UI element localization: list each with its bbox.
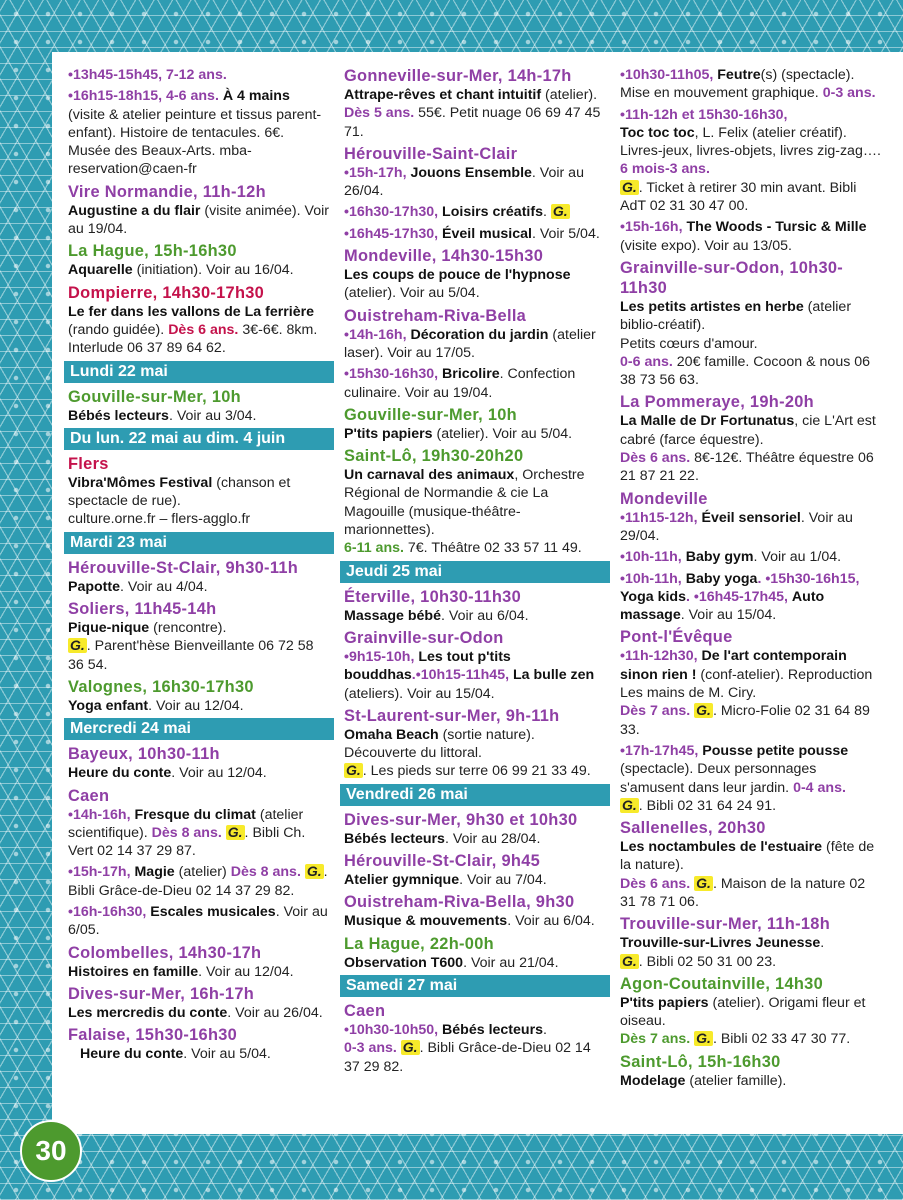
free-g-icon: G. [696, 702, 711, 719]
event-mondeville-2: Mondeville •11h15-12h, Éveil sensoriel. Voir au 29/04. •10h-11h, Baby gym. Voir au 1/04. •10h-11h, Baby yoga. •15h30-16h15, Yoga kids. •16h45-17h45, Auto massage. Voir au 15/04. [620, 489, 860, 624]
free-g-icon: G. [696, 874, 711, 891]
event-caen-samedi: Caen •10h30-10h50, Bébés lecteurs. 0-3 ans. G. . Bibli Grâce-de-Dieu 02 14 37 29 82. [344, 1001, 591, 1075]
event-saint-lo: Saint-Lô, 19h30-20h20 Un carnaval des animaux, Orchestre Régional de Normandie & cie La Magouille (musique-théâtre-marionnettes). 6-11 ans. 7€. Théâtre 02 33 57 11 49. [344, 447, 585, 557]
event-la-hague-2: La Hague, 22h-00h Observation T600. Voir au 21/04. [344, 934, 559, 971]
free-g-icon: G. [346, 762, 361, 779]
event-toc-toc-toc: •11h-12h et 15h30-16h30, Toc toc toc, L. Felix (atelier créatif). Livres-jeux, livres-objets, livres zig-zag…. 6 mois-3 ans. G. . Ticket à retirer 30 min avant. Bibli AdT 02 31 30 47 00. [620, 106, 881, 215]
event-ouistreham: Ouistreham-Riva-Bella •14h-16h, Décoration du jardin (atelier laser). Voir au 17/05. •15h30-16h30, Bricolire. Confection culinaire. Voir au 19/04. [344, 306, 596, 401]
event-herouville-saint-clair: Hérouville-Saint-Clair •15h-17h, Jouons Ensemble. Voir au 26/04. •16h30-17h30, Loisirs créatifs. G. •16h45-17h30, Éveil musical. Voir 5/04. [344, 144, 600, 242]
event-st-laurent: St-Laurent-sur-Mer, 9h-11h Omaha Beach (sortie nature). Découverte du littoral. G. . Les pieds sur terre 06 99 21 33 49. [344, 706, 591, 780]
event-grainville-2: Grainville-sur-Odon, 10h30-11h30 Les petits artistes en herbe (atelier biblio-créatif). Petits cœurs d'amour. 0-6 ans. 20€ famille. Cocoon & nous 06 38 73 56 63. [620, 258, 871, 389]
event-soliers: Soliers, 11h45-14h Pique-nique (rencontre). G. . Parent'hèse Bienveillante 06 72 58 36 54. [68, 600, 314, 673]
day-header-jeudi: Jeudi 25 mai [340, 561, 610, 583]
page-number-badge: 30 [20, 1120, 82, 1182]
day-header-mercredi: Mercredi 24 mai [64, 718, 334, 740]
event-colombelles: Colombelles, 14h30-17h Histoires en famille. Voir au 12/04. [68, 943, 294, 980]
free-g-icon: G. [70, 637, 85, 654]
event-bayeux: Bayeux, 10h30-11h Heure du conte. Voir au 12/04. [68, 745, 267, 782]
free-g-icon: G. [622, 796, 637, 813]
free-g-icon: G. [696, 1030, 711, 1047]
free-g-icon: G. [306, 863, 322, 880]
day-header-vendredi: Vendredi 26 mai [340, 784, 610, 806]
event-gouville: Gouville-sur-Mer, 10h Bébés lecteurs. Voir au 3/04. [68, 387, 257, 424]
free-g-icon: G. [227, 823, 243, 840]
free-g-icon: G. [402, 1039, 418, 1056]
event-dompierre: Dompierre, 14h30-17h30 Le fer dans les vallons de La ferrière (rando guidée). Dès 6 ans. 3€-6€. 8km. Interlude 06 37 89 64 62. [68, 283, 318, 357]
event-la-pommeraye: La Pommeraye, 19h-20h La Malle de Dr Fortunatus, cie L'Art est cabré (farce équestre). Dès 6 ans. 8€-12€. Théâtre équestre 06 21 87 21 22. [620, 393, 876, 485]
column-3 [620, 66, 882, 1093]
event-dives-2: Dives-sur-Mer, 9h30 et 10h30 Bébés lecteurs. Voir au 28/04. [344, 810, 578, 847]
event-la-hague: La Hague, 15h-16h30 Aquarelle (initiation). Voir au 16/04. [68, 242, 294, 279]
event-falaise: Falaise, 15h30-16h30 Heure du conte. Voir au 5/04. [68, 1026, 271, 1063]
event-the-woods: •15h-16h, The Woods - Tursic & Mille (visite expo). Voir au 13/05. [620, 219, 867, 254]
event-sallenelles: Sallenelles, 20h30 Les noctambules de l'estuaire (fête de la nature). Dès 6 ans. G. . Maison de la nature 02 31 78 71 06. [620, 819, 875, 910]
event-saint-lo-2: Saint-Lô, 15h-16h30 Modelage (atelier famille). [620, 1052, 787, 1089]
event-herouville-2: Hérouville-St-Clair, 9h45 Atelier gymnique. Voir au 7/04. [344, 852, 547, 889]
event-valognes: Valognes, 16h30-17h30 Yoga enfant. Voir au 12/04. [68, 677, 254, 714]
event-herouville: Hérouville-St-Clair, 9h30-11h Papotte. Voir au 4/04. [68, 558, 299, 595]
event-vire: Vire Normandie, 11h-12h Augustine a du flair (visite animée). Voir au 19/04. [68, 182, 329, 238]
event-eterville: Éterville, 10h30-11h30 Massage bébé. Voir au 6/04. [344, 587, 529, 624]
free-g-icon: G. [552, 203, 568, 220]
free-g-icon: G. [622, 952, 637, 969]
event-ouistreham-2: Ouistreham-Riva-Bella, 9h30 Musique & mouvements. Voir au 6/04. [344, 893, 595, 930]
event-gonneville: Gonneville-sur-Mer, 14h-17h Attrape-rêves et chant intuitif (atelier). Dès 5 ans. 55€. Petit nuage 06 69 47 45 71. [344, 67, 601, 140]
event-caen-mercredi: Caen •14h-16h, Fresque du climat (atelier scientifique). Dès 8 ans. G. . Bibli Ch. Vert 02 14 37 29 87. •15h-17h, Magie (atelier) Dès 8 ans. G. . Bibli Grâce-de-Dieu 02 14 37 29 82. •16h-16h30, Escales musicales. Voir au 6/05. [68, 786, 328, 939]
column-1 [68, 66, 330, 1067]
day-header-range: Du lun. 22 mai au dim. 4 juin [64, 428, 334, 450]
column-2 [344, 66, 606, 1079]
day-header-samedi: Samedi 27 mai [340, 975, 610, 997]
free-g-icon: G. [622, 178, 637, 195]
event-dives: Dives-sur-Mer, 16h-17h Les mercredis du conte. Voir au 26/04. [68, 984, 323, 1021]
event-gouville-2: Gouville-sur-Mer, 10h P'tits papiers (atelier). Voir au 5/04. [344, 405, 573, 442]
event-pont-leveque: Pont-l'Évêque •11h-12h30, De l'art contemporain sinon rien ! (conf-atelier). Reproduction Les mains de M. Ciry. Dès 7 ans. G. . Micro-Folie 02 31 64 89 33. •17h-17h45, Pousse petite pousse (spectacle). Deux personnages s'amusent dans leur jardin. 0-4 ans. G. . Bibli 02 31 64 24 91. [620, 628, 873, 814]
agenda-page [52, 52, 903, 1134]
event-mondeville: Mondeville, 14h30-15h30 Les coups de pouce de l'hypnose (atelier). Voir au 5/04. [344, 247, 571, 302]
event-flers: Flers Vibra'Mômes Festival (chanson et spectacle de rue). culture.orne.fr – flers-agglo.fr [68, 454, 291, 528]
event-agon-coutainville: Agon-Coutainville, 14h30 P'tits papiers (atelier). Origami fleur et oiseau. Dès 7 ans. G. . Bibli 02 33 47 30 77. [620, 974, 866, 1048]
event-caen-1345: •13h45-15h45, 7-12 ans. [68, 67, 227, 83]
event-a-4-mains: •16h15-18h15, 4-6 ans. À 4 mains (visite & atelier peinture et tissus parent-enfant). Histoire de tentacules. 6€. Musée des Beaux-Arts. mba-reservation@caen-fr [68, 88, 322, 178]
event-feutres: •10h30-11h05, Feutre(s) (spectacle). Mise en mouvement graphique. 0-3 ans. [620, 67, 876, 102]
event-grainville: Grainville-sur-Odon •9h15-10h, Les tout p'tits bouddhas.•10h15-11h45, La bulle zen (ateliers). Voir au 15/04. [344, 628, 595, 702]
event-trouville: Trouville-sur-Mer, 11h-18h Trouville-sur-Livres Jeunesse. G. . Bibli 02 50 31 00 23. [620, 915, 831, 970]
day-header-lundi: Lundi 22 mai [64, 361, 334, 383]
day-header-mardi: Mardi 23 mai [64, 532, 334, 554]
